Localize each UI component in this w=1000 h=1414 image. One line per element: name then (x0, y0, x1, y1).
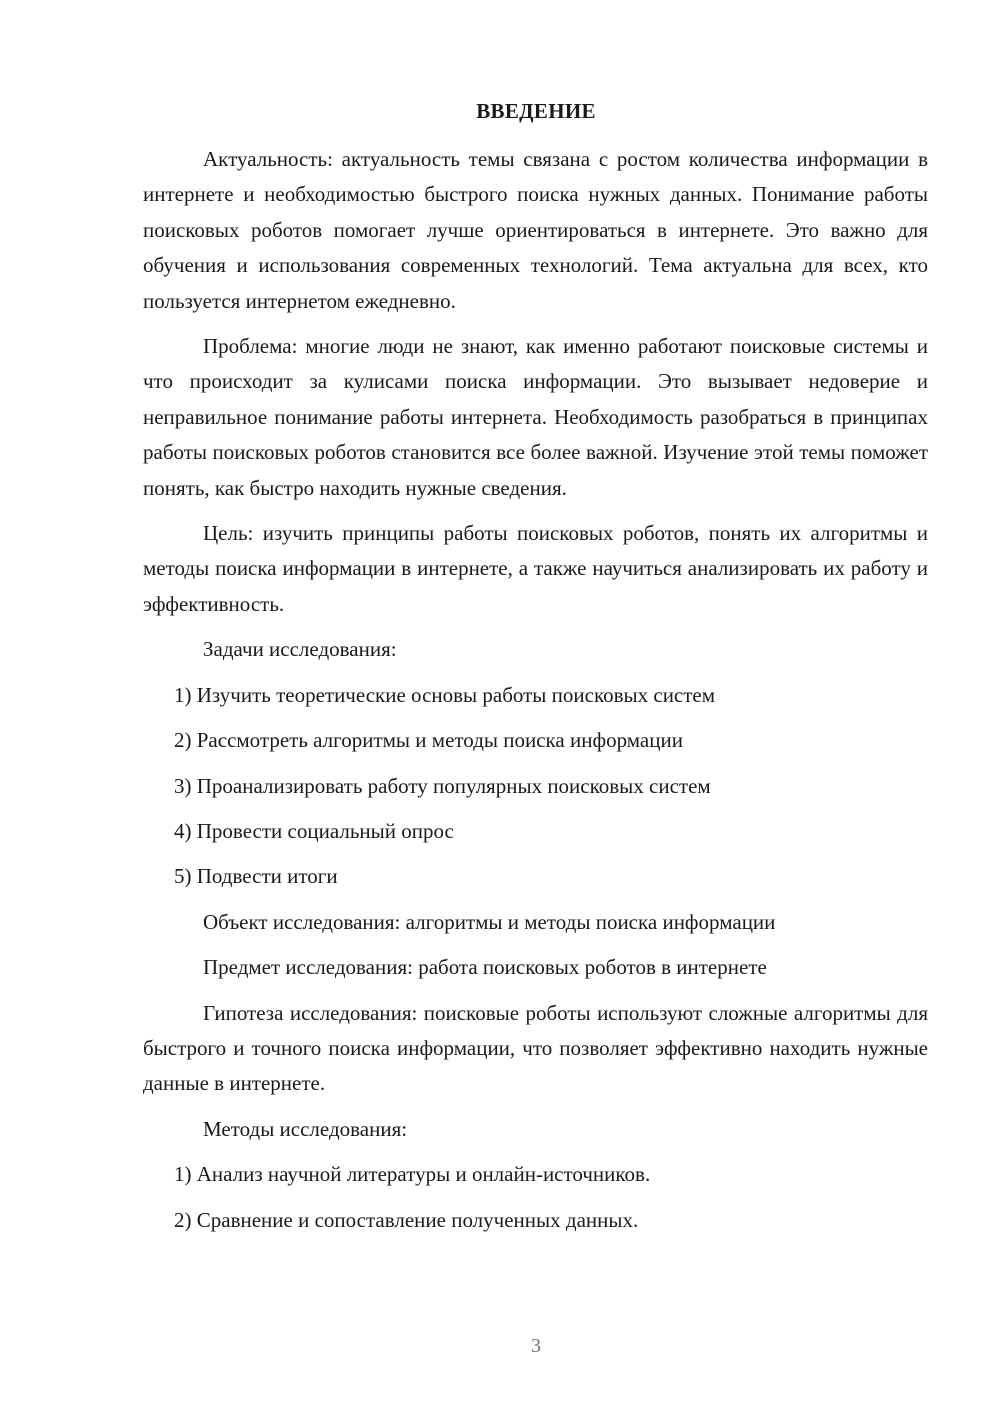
research-subject: Предмет исследования: работа поисковых роботов в интернете (203, 955, 767, 980)
problem-paragraph: Проблема: многие люди не знают, как именно работают поисковые системы и что происходит за кулисами поиска информации. Это вызывает недоверие и неправильное понимание работы интернета. Необходимость разобраться в принципах работы поисковых роботов становится все более важной. Изучение этой темы поможет понять, как быстро находить нужные сведения. (143, 334, 928, 500)
goal-paragraph: Цель: изучить принципы работы поисковых роботов, понять их алгоритмы и методы поиска информации в интернете, а также научиться анализировать их работу и эффективность. (143, 521, 928, 616)
hypothesis-paragraph: Гипотеза исследования: поисковые роботы используют сложные алгоритмы для быстрого и точного поиска информации, что позволяет эффективно находить нужные данные в интернете. (143, 1000, 928, 1096)
tasks-heading: Задачи исследования: (203, 637, 397, 662)
task-item: 1) Изучить теоретические основы работы поисковых систем (174, 682, 716, 707)
method-item: 1) Анализ научной литературы и онлайн-источников. (174, 1162, 651, 1187)
body-text (143, 142, 928, 1248)
task-item: 4) Провести социальный опрос (174, 818, 454, 843)
method-item: 2) Сравнение и сопоставление полученных данных. (174, 1207, 639, 1232)
methods-heading: Методы исследования: (203, 1116, 408, 1141)
section-heading: ВВЕДЕНИЕ (476, 99, 596, 123)
research-object: Объект исследования: алгоритмы и методы поиска информации (203, 909, 776, 934)
task-item: 2) Рассмотреть алгоритмы и методы поиска информации (174, 728, 683, 753)
page-number: 3 (531, 1335, 541, 1357)
relevance-paragraph: Актуальность: актуальность темы связана с ростом количества информации в интернете и необходимостью быстрого поиска нужных данных. Понимание работы поисковых роботов помогает лучше ориентироваться в интернете. Это важно для обучения и использования современных технологий. Тема актуальна для всех, кто пользуется интернетом ежедневно. (143, 147, 928, 313)
task-item: 5) Подвести итоги (174, 864, 338, 889)
task-item: 3) Проанализировать работу популярных поисковых систем (174, 773, 711, 798)
